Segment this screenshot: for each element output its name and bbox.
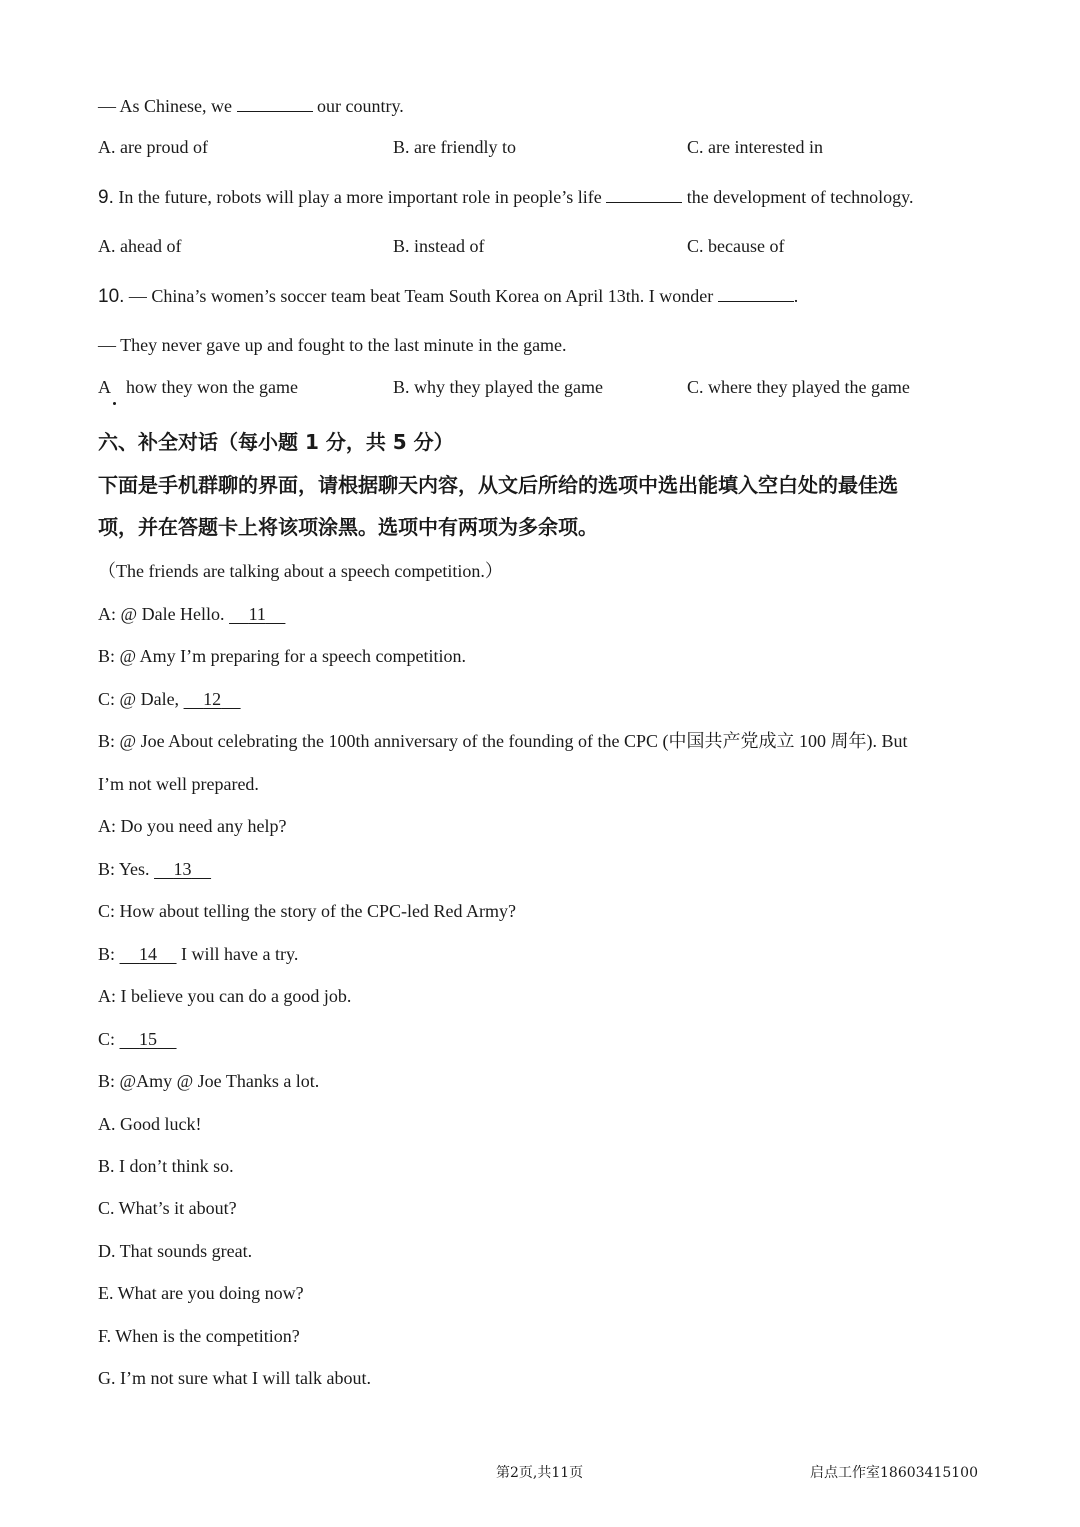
dialogue-line-12: B: @Amy @ Joe Thanks a lot.	[98, 1071, 320, 1091]
section-6-instruction-line2: 项，并在答题卡上将该项涂黑。选项中有两项为多余项。	[98, 515, 598, 539]
dialogue-line-6: A: Do you need any help?	[98, 816, 287, 836]
q9-number: 9.	[98, 187, 114, 208]
dialogue-line-2: B: @ Amy I’m preparing for a speech competition.	[98, 646, 466, 666]
q9-blank	[606, 184, 682, 203]
dialogue-line-text: C: @ Dale,	[98, 689, 184, 709]
q10-option-a-dot	[113, 402, 116, 405]
choice-g: G. I’m not sure what I will talk about.	[98, 1368, 371, 1388]
q8-option-a: A. are proud of	[98, 137, 208, 157]
section-6-instruction-line1: 下面是手机群聊的界面，请根据聊天内容，从文后所给的选项中选出能填入空白处的最佳选	[98, 473, 898, 497]
q9-option-c: C. because of	[687, 236, 785, 256]
q10-blank	[718, 283, 794, 302]
q9-prompt-suffix: the development of technology.	[686, 187, 914, 207]
q8-prompt-suffix: our country.	[317, 96, 404, 116]
q10-prompt-prefix: — China’s women’s soccer team beat Team South Korea on April 13th. I wonder	[128, 286, 714, 306]
dialogue-line-4: B: @ Joe About celebrating the 100th anniversary of the founding of the CPC (中国共产党成立 100 周年). But	[98, 731, 908, 751]
dialogue-line-text: B:	[98, 944, 120, 964]
dialogue-blank-12: 12	[203, 689, 222, 709]
section-6-context: （The friends are talking about a speech competition.）	[98, 561, 503, 581]
q8-blank	[237, 93, 313, 112]
dialogue-line-1	[98, 602, 285, 626]
choice-f: F. When is the competition?	[98, 1326, 300, 1346]
q10-option-c: C. where they played the game	[687, 377, 910, 397]
q8-prompt	[98, 93, 404, 118]
dialogue-line-text: B: Yes.	[98, 859, 155, 879]
choice-c: C. What’s it about?	[98, 1198, 237, 1218]
q8-prompt-prefix: — As Chinese, we	[98, 96, 232, 116]
dialogue-blank-15: 15	[139, 1029, 158, 1049]
choice-b: B. I don’t think so.	[98, 1156, 234, 1176]
section-6-title: 六、补全对话（每小题 1 分，共 5 分）	[98, 430, 454, 454]
choice-a: A. Good luck!	[98, 1114, 202, 1134]
dialogue-blank-14: 14	[139, 944, 158, 964]
dialogue-line-8: C: How about telling the story of the CPC-led Red Army?	[98, 901, 516, 921]
q10-prompt	[98, 283, 798, 309]
q10-option-b: B. why they played the game	[393, 377, 603, 397]
q10-prompt-suffix: .	[793, 286, 799, 306]
choice-e: E. What are you doing now?	[98, 1283, 304, 1303]
q9-option-a: A. ahead of	[98, 236, 182, 256]
dialogue-line-9	[98, 942, 298, 966]
choice-d: D. That sounds great.	[98, 1241, 253, 1261]
q10-option-a: how they won the game	[126, 377, 298, 397]
dialogue-line-3	[98, 687, 241, 711]
dialogue-blank-13: 13	[173, 859, 192, 879]
dialogue-blank-11: 11	[248, 604, 266, 624]
dialogue-line-text: I will have a try.	[176, 944, 299, 964]
q8-option-b: B. are friendly to	[393, 137, 516, 157]
page-number: 第2页,共11页	[496, 1465, 584, 1481]
dialogue-line-5: I’m not well prepared.	[98, 774, 259, 794]
q10-option-a-letter: A	[98, 377, 111, 397]
q8-option-c: C. are interested in	[687, 137, 823, 157]
dialogue-line-10: A: I believe you can do a good job.	[98, 986, 352, 1006]
q9-prompt	[98, 184, 914, 210]
dialogue-line-7	[98, 857, 211, 881]
studio-contact: 启点工作室18603415100	[810, 1465, 978, 1481]
dialogue-line-text: C:	[98, 1029, 120, 1049]
q10-number: 10.	[98, 286, 125, 307]
dialogue-line-11	[98, 1027, 177, 1051]
q10-response: — They never gave up and fought to the last minute in the game.	[98, 335, 567, 355]
dialogue-line-text: A: @ Dale Hello.	[98, 604, 230, 624]
q9-option-b: B. instead of	[393, 236, 485, 256]
q9-prompt-prefix: In the future, robots will play a more important role in people’s life	[118, 187, 602, 207]
